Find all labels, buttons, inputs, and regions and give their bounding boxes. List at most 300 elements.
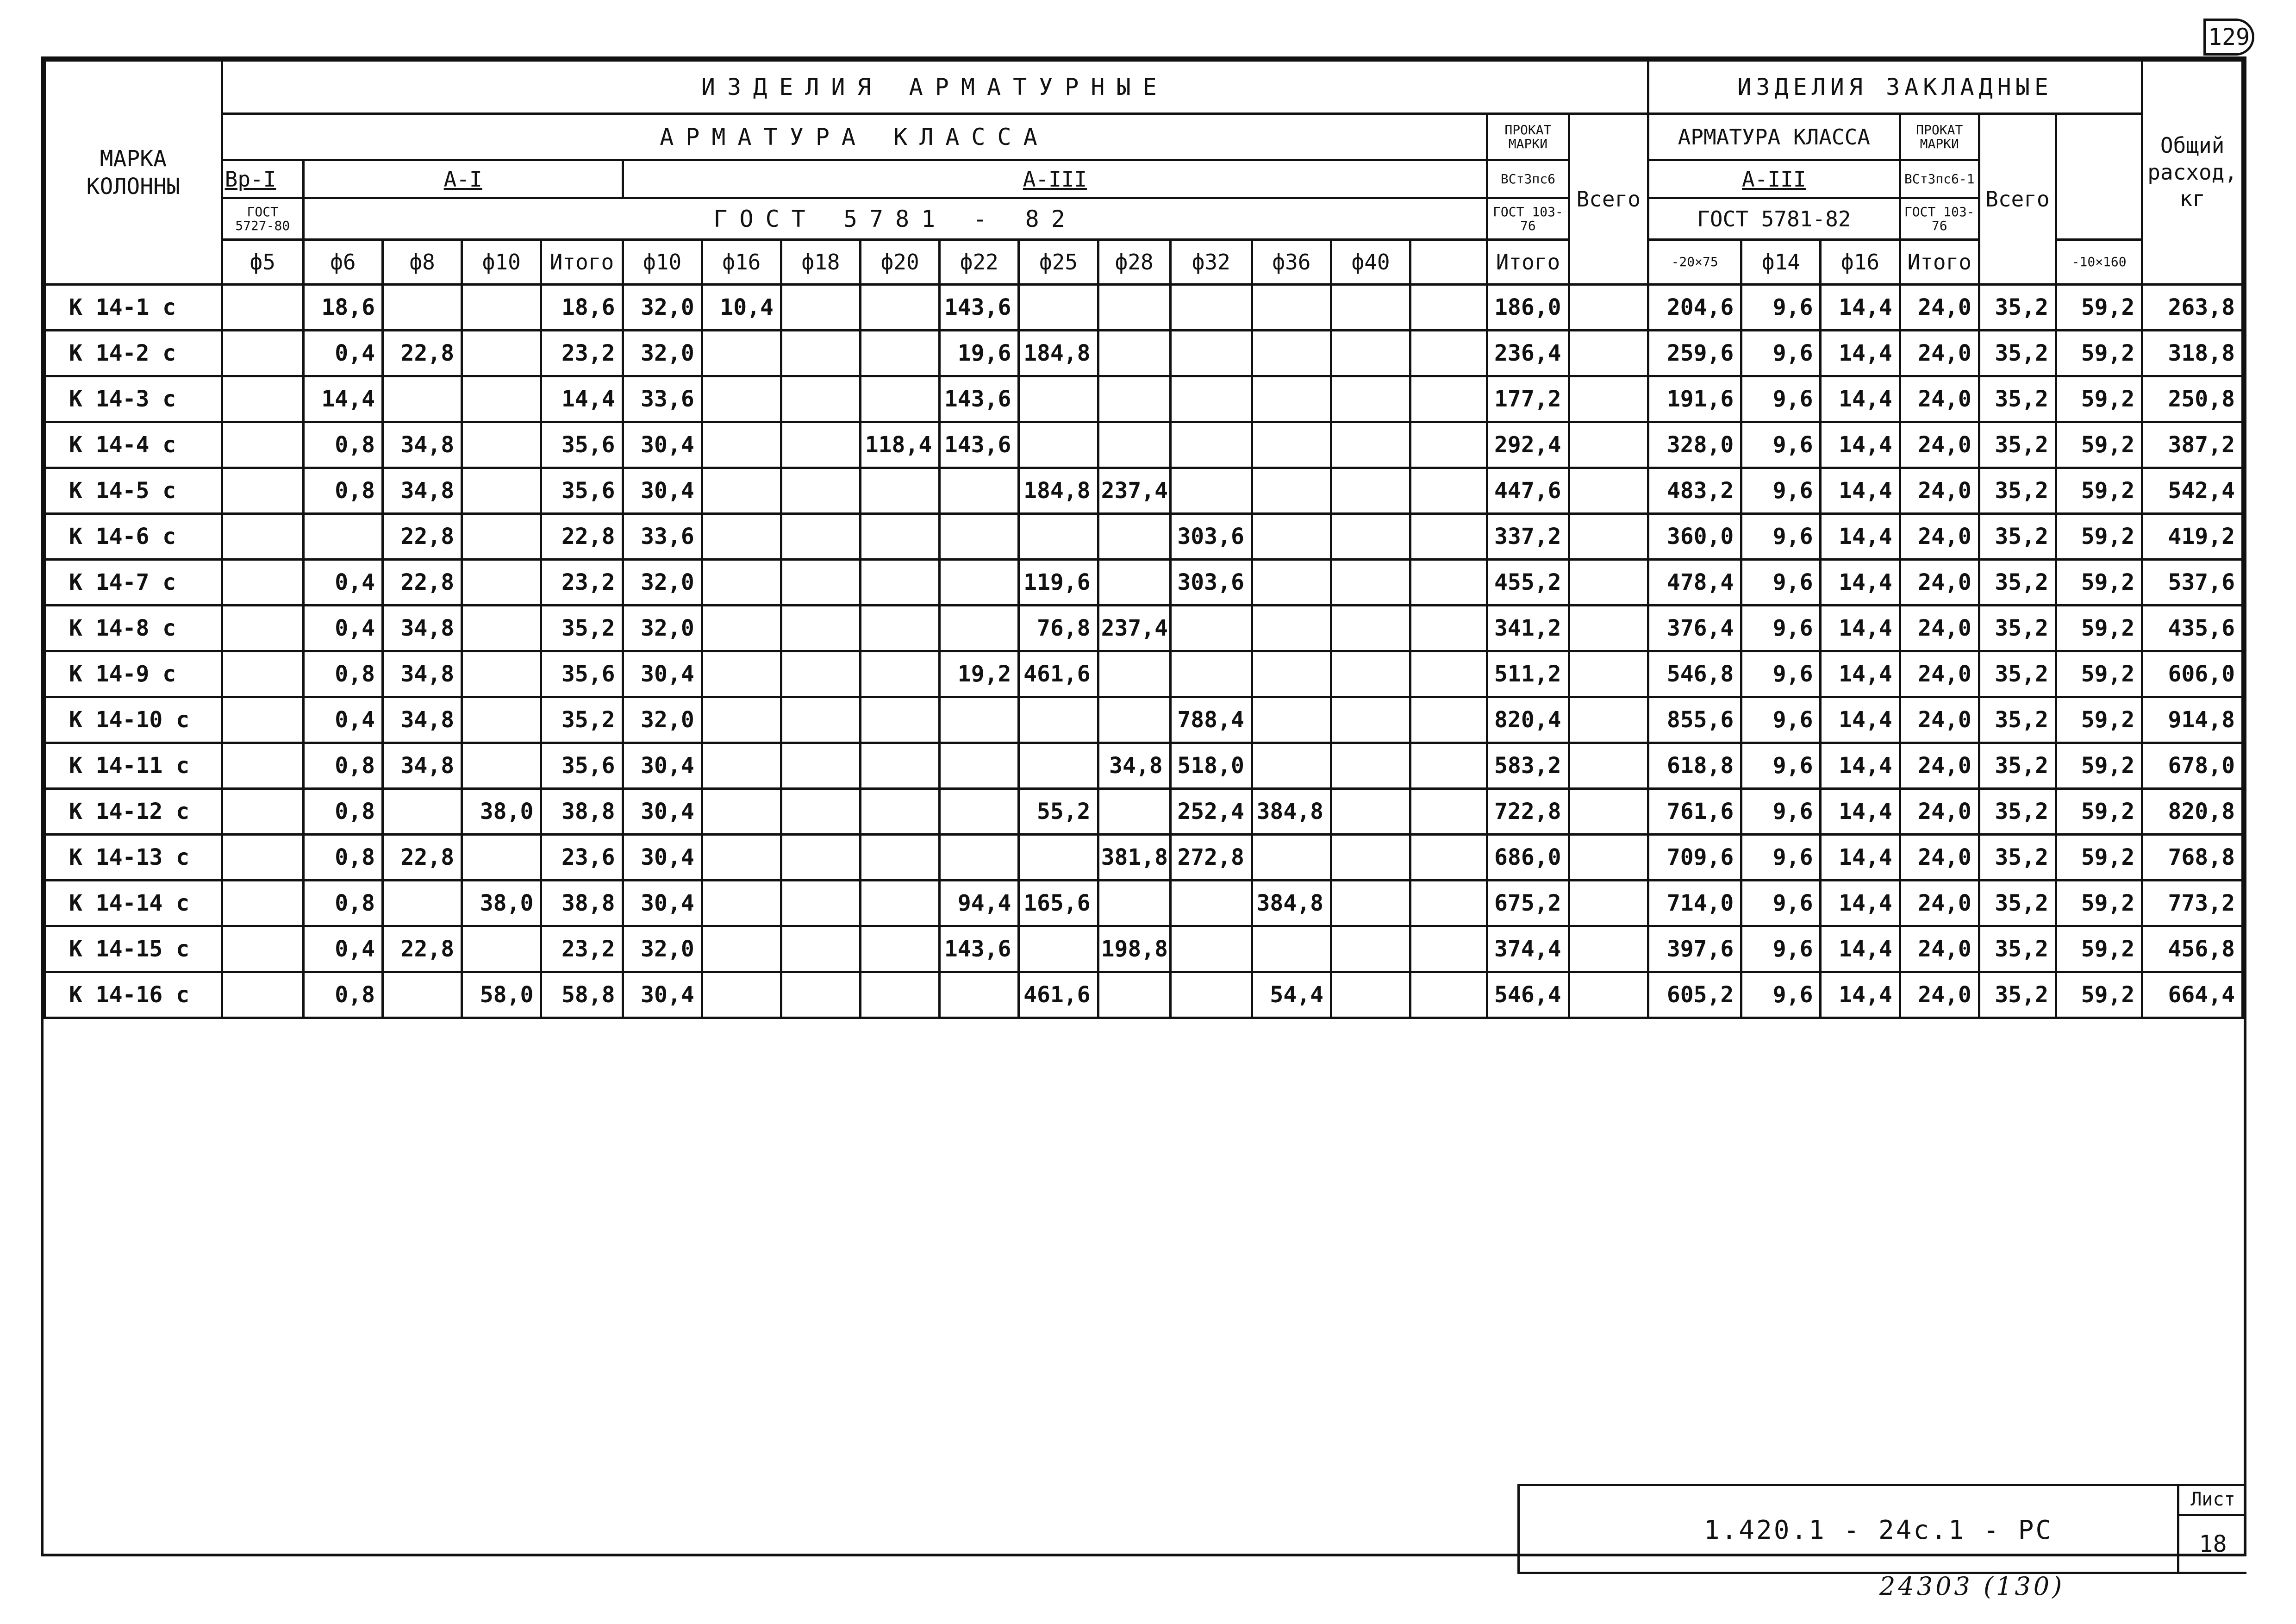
table-cell [1569, 789, 1648, 835]
table-cell: 30,4 [623, 422, 702, 468]
table-cell: 30,4 [623, 468, 702, 514]
armature-products-header: ИЗДЕЛИЯ АРМАТУРНЫЕ [222, 61, 1648, 114]
table-cell [1331, 606, 1410, 651]
table-cell [861, 514, 940, 560]
table-cell: 14,4 [1821, 881, 1900, 926]
table-cell [222, 697, 303, 743]
table-cell [781, 972, 860, 1018]
table-cell [1331, 376, 1410, 422]
table-cell [940, 743, 1019, 789]
col-d40: ф40 [1331, 240, 1410, 285]
table-cell: 32,0 [623, 285, 702, 331]
table-cell: 376,4 [1648, 606, 1741, 651]
table-cell: 237,4 [1098, 468, 1170, 514]
table-cell: 55,2 [1019, 789, 1098, 835]
table-cell [1098, 881, 1170, 926]
table-cell [1569, 881, 1648, 926]
table-cell [462, 697, 541, 743]
row-mark: К 14-7 с [45, 560, 222, 606]
table-cell: 14,4 [1821, 743, 1900, 789]
table-cell [1410, 606, 1487, 651]
table-cell: 34,8 [383, 422, 462, 468]
table-cell: 59,2 [2056, 743, 2142, 789]
table-cell: 14,4 [1821, 789, 1900, 835]
table-cell: 272,8 [1170, 835, 1252, 881]
table-cell [1019, 376, 1098, 422]
table-cell [1019, 514, 1098, 560]
table-cell: 33,6 [623, 376, 702, 422]
table-cell: 328,0 [1648, 422, 1741, 468]
table-cell: 35,2 [1979, 331, 2056, 376]
table-cell: 30,4 [623, 972, 702, 1018]
table-row [45, 697, 2243, 743]
mark-column-header: МАРКА КОЛОННЫ [45, 61, 222, 285]
table-cell [1098, 697, 1170, 743]
table-cell: 384,8 [1252, 881, 1331, 926]
table-cell: 546,4 [1487, 972, 1569, 1018]
table-cell [1410, 285, 1487, 331]
table-cell [1569, 514, 1648, 560]
table-cell [1569, 468, 1648, 514]
table-cell: 397,6 [1648, 926, 1741, 972]
table-cell [222, 285, 303, 331]
table-cell [1410, 789, 1487, 835]
table-cell [702, 789, 781, 835]
table-cell: 35,6 [541, 743, 623, 789]
table-cell [1098, 560, 1170, 606]
table-row [45, 835, 2243, 881]
table-cell: 419,2 [2142, 514, 2243, 560]
table-cell [781, 881, 860, 926]
table-cell [1331, 789, 1410, 835]
table-cell [781, 743, 860, 789]
table-cell: 14,4 [1821, 331, 1900, 376]
table-cell: 9,6 [1741, 514, 1821, 560]
table-cell: 23,2 [541, 560, 623, 606]
table-cell: 177,2 [1487, 376, 1569, 422]
table-cell [1331, 743, 1410, 789]
table-cell [1331, 926, 1410, 972]
page-number: 129 [2203, 19, 2254, 56]
table-cell: 119,6 [1019, 560, 1098, 606]
table-cell: 542,4 [2142, 468, 2243, 514]
steel-grade-emb-header: ВСт3пс6-1 [1900, 160, 1979, 198]
table-cell [1569, 835, 1648, 881]
table-cell: 0,4 [303, 926, 382, 972]
armature-class-emb-header: АРМАТУРА КЛАССА [1648, 114, 1900, 160]
table-cell [702, 514, 781, 560]
table-cell [1252, 743, 1331, 789]
table-cell [222, 972, 303, 1018]
col-itogo-a3: Итого [1487, 240, 1569, 285]
table-cell: 59,2 [2056, 606, 2142, 651]
table-cell [222, 743, 303, 789]
table-cell: 478,4 [1648, 560, 1741, 606]
table-cell: 38,0 [462, 881, 541, 926]
table-cell: 24,0 [1900, 285, 1979, 331]
table-cell: 18,6 [303, 285, 382, 331]
table-cell: 35,2 [1979, 376, 2056, 422]
table-cell [1569, 560, 1648, 606]
table-cell [462, 651, 541, 697]
document-code: 1.420.1 - 24с.1 - РС [1703, 1515, 2053, 1545]
table-cell: 374,4 [1487, 926, 1569, 972]
table-cell: 23,2 [541, 926, 623, 972]
table-cell: 773,2 [2142, 881, 2243, 926]
table-cell: 24,0 [1900, 651, 1979, 697]
table-cell [1569, 331, 1648, 376]
table-cell [1410, 376, 1487, 422]
table-cell: 14,4 [1821, 376, 1900, 422]
table-cell [1252, 422, 1331, 468]
table-cell: 0,4 [303, 331, 382, 376]
table-cell: 59,2 [2056, 514, 2142, 560]
table-cell [462, 376, 541, 422]
table-cell [1098, 789, 1170, 835]
table-cell: 24,0 [1900, 697, 1979, 743]
table-row [45, 606, 2243, 651]
col-itogo-emb: Итого [1900, 240, 1979, 285]
table-cell: 236,4 [1487, 331, 1569, 376]
table-cell [1569, 422, 1648, 468]
table-cell: 59,2 [2056, 697, 2142, 743]
col-d8: ф8 [383, 240, 462, 285]
table-cell [1410, 331, 1487, 376]
table-cell [861, 881, 940, 926]
table-cell [861, 651, 940, 697]
table-cell [702, 468, 781, 514]
row-mark: К 14-10 с [45, 697, 222, 743]
table-cell [861, 560, 940, 606]
table-cell: 59,2 [2056, 331, 2142, 376]
table-cell: 24,0 [1900, 972, 1979, 1018]
table-cell: 35,2 [1979, 285, 2056, 331]
table-cell: 14,4 [1821, 606, 1900, 651]
table-cell [222, 331, 303, 376]
row-mark: К 14-9 с [45, 651, 222, 697]
table-cell [1331, 835, 1410, 881]
table-cell [222, 560, 303, 606]
table-cell: 59,2 [2056, 468, 2142, 514]
table-cell [1331, 651, 1410, 697]
table-cell: 511,2 [1487, 651, 1569, 697]
table-cell [940, 514, 1019, 560]
table-cell [1098, 651, 1170, 697]
table-cell: 0,8 [303, 468, 382, 514]
table-cell [383, 972, 462, 1018]
embedded-products-header: ИЗДЕЛИЯ ЗАКЛАДНЫЕ [1648, 61, 2142, 114]
table-cell: 35,2 [1979, 697, 2056, 743]
table-cell [1170, 606, 1252, 651]
table-row [45, 468, 2243, 514]
table-cell: 35,2 [1979, 789, 2056, 835]
table-cell [1410, 697, 1487, 743]
gost-103-header: ГОСТ 103-76 [1487, 198, 1569, 240]
table-cell: 24,0 [1900, 560, 1979, 606]
table-cell: 9,6 [1741, 468, 1821, 514]
bp1-header: Вр-I [222, 160, 303, 198]
table-cell [1569, 376, 1648, 422]
table-cell [1331, 331, 1410, 376]
table-cell [1410, 835, 1487, 881]
table-cell [222, 422, 303, 468]
table-cell [861, 376, 940, 422]
table-cell [1252, 331, 1331, 376]
table-cell [781, 285, 860, 331]
table-cell: 9,6 [1741, 789, 1821, 835]
table-cell [702, 743, 781, 789]
table-cell [1252, 651, 1331, 697]
archive-number: 24303 (130) [1879, 1572, 2065, 1601]
table-cell: 9,6 [1741, 697, 1821, 743]
table-cell [1252, 285, 1331, 331]
table-cell: 14,4 [1821, 697, 1900, 743]
col-empty [1410, 240, 1487, 285]
gost-103-emb-header: ГОСТ 103-76 [1900, 198, 1979, 240]
table-cell [940, 789, 1019, 835]
table-cell: 22,8 [383, 835, 462, 881]
table-cell: 318,8 [2142, 331, 2243, 376]
table-cell: 250,8 [2142, 376, 2243, 422]
table-cell [1331, 881, 1410, 926]
table-cell: 35,2 [1979, 835, 2056, 881]
table-cell [702, 697, 781, 743]
table-cell: 14,4 [1821, 422, 1900, 468]
table-cell [1331, 972, 1410, 1018]
table-cell: 30,4 [623, 789, 702, 835]
table-cell [462, 514, 541, 560]
sheet-number: 18 [2199, 1530, 2227, 1557]
table-cell [1252, 560, 1331, 606]
table-cell: 35,2 [1979, 606, 2056, 651]
vsego-emb-header: Всего [1979, 114, 2056, 285]
table-cell [1170, 972, 1252, 1018]
table-cell [222, 835, 303, 881]
table-cell [702, 926, 781, 972]
table-cell: 10,4 [702, 285, 781, 331]
table-cell [222, 376, 303, 422]
table-cell [1019, 422, 1098, 468]
table-cell: 0,4 [303, 606, 382, 651]
table-cell [462, 468, 541, 514]
table-cell: 303,6 [1170, 514, 1252, 560]
table-cell [1170, 331, 1252, 376]
table-cell [1019, 743, 1098, 789]
table-cell [1019, 697, 1098, 743]
table-cell [702, 835, 781, 881]
table-cell: 165,6 [1019, 881, 1098, 926]
table-cell [781, 789, 860, 835]
table-cell [702, 881, 781, 926]
table-cell [781, 697, 860, 743]
table-cell: 360,0 [1648, 514, 1741, 560]
col-d20: ф20 [861, 240, 940, 285]
col-d14-emb: ф14 [1741, 240, 1821, 285]
table-cell [1252, 835, 1331, 881]
table-cell [1098, 376, 1170, 422]
col-d25: ф25 [1019, 240, 1098, 285]
table-cell: 678,0 [2142, 743, 2243, 789]
table-cell: 32,0 [623, 331, 702, 376]
col-d36: ф36 [1252, 240, 1331, 285]
table-cell: 35,2 [1979, 560, 2056, 606]
table-cell [1410, 972, 1487, 1018]
table-cell: 381,8 [1098, 835, 1170, 881]
table-cell [462, 606, 541, 651]
table-cell [1569, 285, 1648, 331]
table-cell: 22,8 [383, 560, 462, 606]
table-cell [861, 789, 940, 835]
table-cell [1098, 972, 1170, 1018]
table-cell [222, 606, 303, 651]
table-cell: 605,2 [1648, 972, 1741, 1018]
table-cell [1410, 881, 1487, 926]
col-d32: ф32 [1170, 240, 1252, 285]
table-row [45, 651, 2243, 697]
a3-emb-header: А-III [1648, 160, 1900, 198]
table-cell [1098, 331, 1170, 376]
table-cell [1569, 651, 1648, 697]
table-cell: 292,4 [1487, 422, 1569, 468]
table-cell [222, 514, 303, 560]
row-mark: К 14-5 с [45, 468, 222, 514]
row-mark: К 14-13 с [45, 835, 222, 881]
table-cell: 14,4 [1821, 835, 1900, 881]
table-cell: 768,8 [2142, 835, 2243, 881]
table-cell: 22,8 [541, 514, 623, 560]
table-cell: 184,8 [1019, 331, 1098, 376]
table-cell [861, 331, 940, 376]
table-cell: 24,0 [1900, 926, 1979, 972]
table-cell [1331, 697, 1410, 743]
table-cell: 14,4 [1821, 285, 1900, 331]
table-cell: 35,2 [541, 697, 623, 743]
table-row [45, 514, 2243, 560]
table-cell: 143,6 [940, 376, 1019, 422]
table-cell: 18,6 [541, 285, 623, 331]
table-cell [1569, 972, 1648, 1018]
table-cell [781, 606, 860, 651]
table-cell: 191,6 [1648, 376, 1741, 422]
table-cell: 709,6 [1648, 835, 1741, 881]
table-cell: 14,4 [1821, 468, 1900, 514]
table-cell: 14,4 [1821, 560, 1900, 606]
table-cell: 59,2 [2056, 376, 2142, 422]
table-cell [781, 468, 860, 514]
col-d10-a1: ф10 [462, 240, 541, 285]
table-cell [861, 926, 940, 972]
table-cell: 24,0 [1900, 422, 1979, 468]
table-cell: 337,2 [1487, 514, 1569, 560]
col-d28: ф28 [1098, 240, 1170, 285]
table-cell [1410, 514, 1487, 560]
table-cell: 518,0 [1170, 743, 1252, 789]
table-cell: 24,0 [1900, 331, 1979, 376]
table-cell: 855,6 [1648, 697, 1741, 743]
table-cell [702, 376, 781, 422]
table-cell: 143,6 [940, 422, 1019, 468]
a3-header: А-III [623, 160, 1487, 198]
table-cell: 24,0 [1900, 514, 1979, 560]
table-cell: 435,6 [2142, 606, 2243, 651]
table-row [45, 376, 2243, 422]
table-row [45, 331, 2243, 376]
table-cell: 14,4 [1821, 926, 1900, 972]
table-cell: 14,4 [541, 376, 623, 422]
table-cell: 35,6 [541, 651, 623, 697]
table-cell: 58,8 [541, 972, 623, 1018]
table-cell [1252, 376, 1331, 422]
table-cell: 675,2 [1487, 881, 1569, 926]
table-cell: 58,0 [462, 972, 541, 1018]
row-mark: К 14-14 с [45, 881, 222, 926]
row-mark: К 14-1 с [45, 285, 222, 331]
table-cell [222, 468, 303, 514]
table-cell: 38,8 [541, 789, 623, 835]
table-cell [861, 285, 940, 331]
table-cell: 24,0 [1900, 835, 1979, 881]
table-cell: 788,4 [1170, 697, 1252, 743]
table-cell [1410, 468, 1487, 514]
table-cell: 618,8 [1648, 743, 1741, 789]
table-cell [462, 285, 541, 331]
table-cell: 461,6 [1019, 651, 1098, 697]
table-cell: 9,6 [1741, 835, 1821, 881]
table-cell: 24,0 [1900, 376, 1979, 422]
table-cell: 30,4 [623, 651, 702, 697]
table-cell: 186,0 [1487, 285, 1569, 331]
table-cell [1331, 468, 1410, 514]
table-cell: 35,2 [1979, 468, 2056, 514]
table-cell [1019, 926, 1098, 972]
table-cell: 35,2 [541, 606, 623, 651]
table-cell: 455,2 [1487, 560, 1569, 606]
table-cell [1019, 285, 1098, 331]
table-cell: 23,6 [541, 835, 623, 881]
table-cell: 24,0 [1900, 789, 1979, 835]
table-cell: 34,8 [383, 651, 462, 697]
table-cell: 447,6 [1487, 468, 1569, 514]
table-cell [1098, 422, 1170, 468]
steel-grade-header: ВСт3пс6 [1487, 160, 1569, 198]
vsego-header: Всего [1569, 114, 1648, 285]
table-cell [222, 926, 303, 972]
table-cell [1098, 514, 1170, 560]
table-cell [781, 376, 860, 422]
table-cell: 387,2 [2142, 422, 2243, 468]
table-cell: 76,8 [1019, 606, 1098, 651]
row-mark: К 14-16 с [45, 972, 222, 1018]
table-cell: 33,6 [623, 514, 702, 560]
table-cell: 0,8 [303, 743, 382, 789]
table-cell: 30,4 [623, 743, 702, 789]
table-cell [861, 972, 940, 1018]
col-d18: ф18 [781, 240, 860, 285]
table-cell [1170, 285, 1252, 331]
table-cell: 54,4 [1252, 972, 1331, 1018]
table-cell: 35,2 [1979, 743, 2056, 789]
table-cell [222, 651, 303, 697]
table-cell [781, 331, 860, 376]
table-cell: 664,4 [2142, 972, 2243, 1018]
col-itogo-a1: Итого [541, 240, 623, 285]
table-cell [861, 468, 940, 514]
table-cell [383, 881, 462, 926]
row-mark: К 14-2 с [45, 331, 222, 376]
table-cell: 9,6 [1741, 972, 1821, 1018]
table-cell: 0,8 [303, 651, 382, 697]
col-d16-emb: ф16 [1821, 240, 1900, 285]
